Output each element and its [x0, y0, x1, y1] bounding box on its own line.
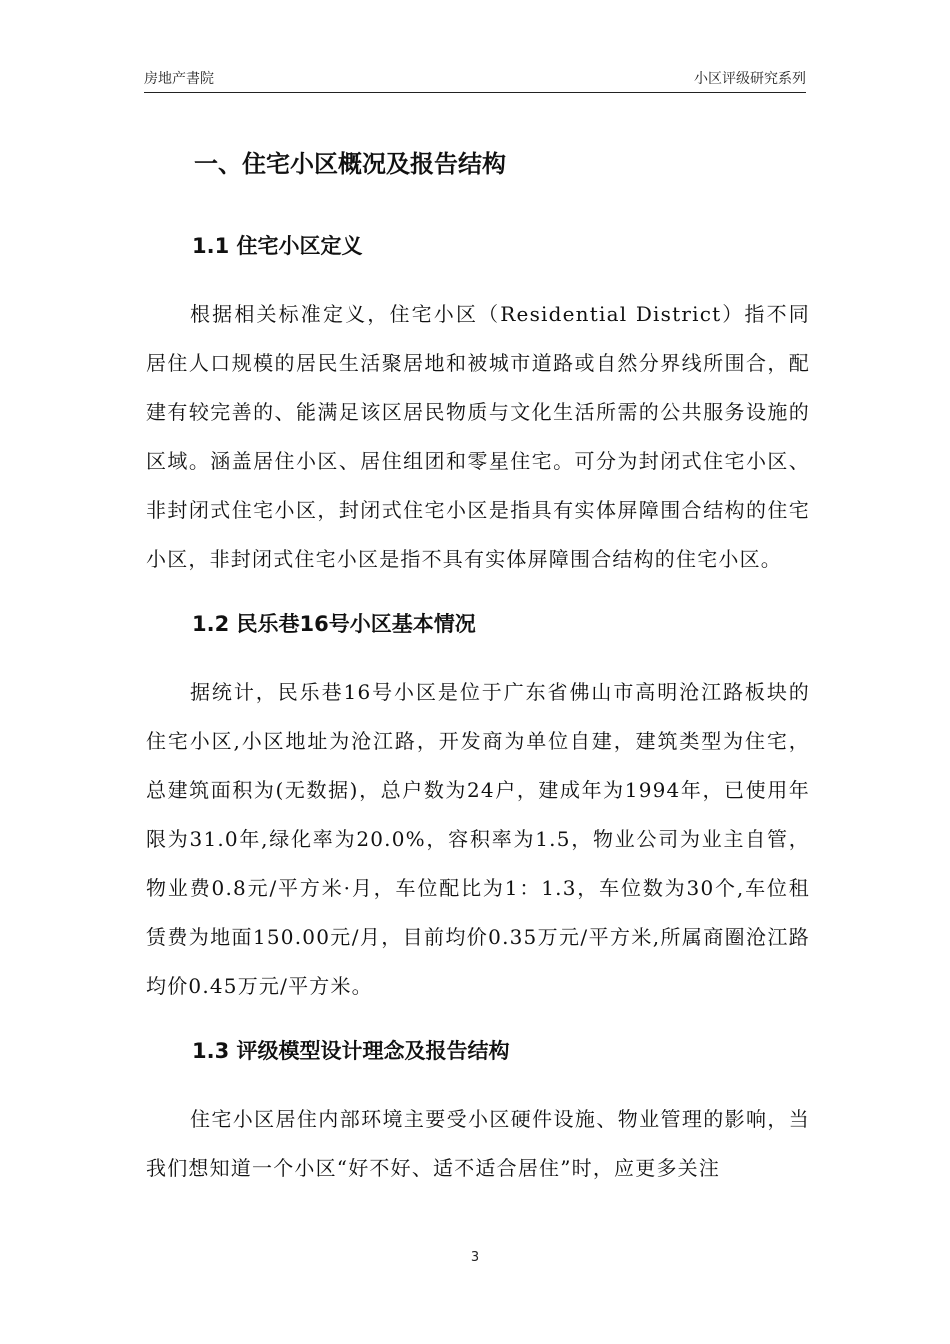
- paragraph-community-basics: 据统计，民乐巷16号小区是位于广东省佛山市高明沧江路板块的住宅小区,小区地址为沧江路，开发商为单位自建，建筑类型为住宅，总建筑面积为(无数据)，总户数为24户，建成年为1994年，已使用年限为31.0年,绿化率为20.0%，容积率为1.5，物业公司为业主自管，物业费0.8元/平方米·月，车位配比为1：1.3，车位数为30个,车位租赁费为地面150.00元/月，目前均价0.35万元/平方米,所属商圈沧江路均价0.45万元/平方米。: [146, 680, 810, 998]
- document-body: [146, 142, 810, 1193]
- page-number: 3: [470, 1250, 480, 1265]
- paragraph-rating-model: 住宅小区居住内部环境主要受小区硬件设施、物业管理的影响，当我们想知道一个小区“好不好、适不适合居住”时，应更多关注: [146, 1107, 810, 1180]
- subsection-heading-1-3: 1.3 评级模型设计理念及报告结构: [192, 1039, 510, 1063]
- subsection-heading-1-1: 1.1 住宅小区定义: [192, 234, 363, 258]
- header-publisher: 房地产書院: [144, 71, 214, 87]
- paragraph-residential-definition: 根据相关标准定义，住宅小区（Residential District）指不同居住人口规模的居民生活聚居地和被城市道路或自然分界线所围合，配建有较完善的、能满足该区居民物质与文化生活所需的公共服务设施的区域。涵盖居住小区、居住组团和零星住宅。可分为封闭式住宅小区、非封闭式住宅小区，封闭式住宅小区是指具有实体屏障围合结构的住宅小区，非封闭式住宅小区是指不具有实体屏障围合结构的住宅小区。: [146, 302, 810, 571]
- subsection-heading-1-2: 1.2 民乐巷16号小区基本情况: [192, 612, 476, 636]
- page-header: [144, 66, 806, 93]
- section-heading: 一、住宅小区概况及报告结构: [194, 150, 506, 178]
- header-series-title: 小区评级研究系列: [694, 71, 806, 87]
